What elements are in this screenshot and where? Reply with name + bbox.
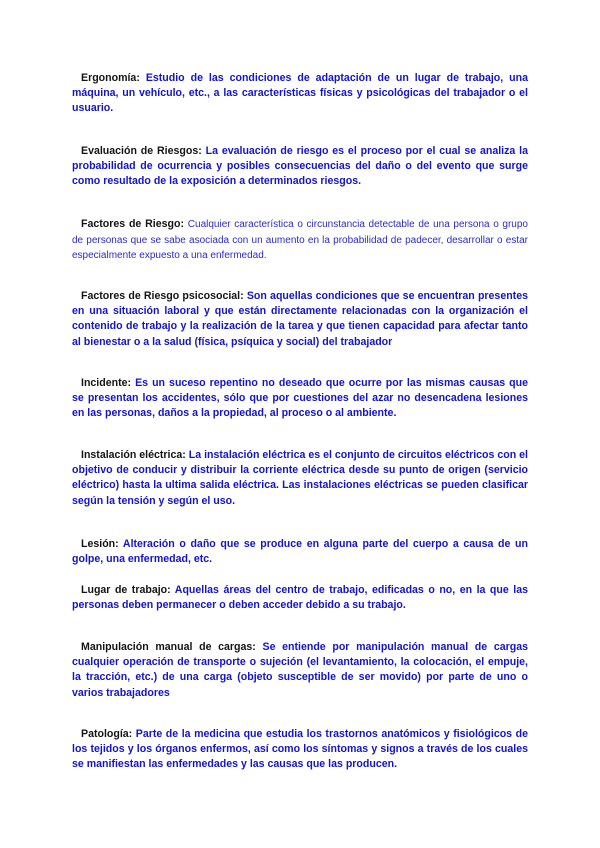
entry-term: Manipulación manual de cargas:	[81, 641, 256, 653]
entry-definition: Cualquier característica o circunstancia detectable de una persona o grupo de personas que se sabe asociada con un aumento en la probabilidad de padecer, desarrollar o estar especialmente expuesto a una enfermedad.	[72, 219, 528, 262]
glossary-entry-factores-de-riesgo-psicosocial	[72, 289, 528, 350]
glossary-entry-lugar-de-trabajo	[72, 583, 528, 613]
entry-term: Factores de Riesgo psicosocial:	[81, 290, 244, 302]
entry-definition: Alteración o daño que se produce en alguna parte del cuerpo a causa de un golpe, una enfermedad, etc.	[72, 538, 528, 566]
glossary-entry-ergonomia	[72, 71, 528, 117]
entry-term: Patología:	[81, 728, 133, 740]
entry-term: Ergonomía:	[81, 72, 140, 84]
entry-term: Factores de Riesgo:	[81, 218, 184, 230]
entry-definition: La instalación eléctrica es el conjunto de circuitos eléctricos con el objetivo de conducir y distribuir la corriente eléctrica desde su punto de origen (servicio eléctrico) hasta la ultima salida eléctrica. Las instalaciones eléctricas se pueden clasificar según la tensión y según el uso.	[72, 449, 528, 507]
glossary-entry-incidente	[72, 376, 528, 422]
glossary-entry-factores-de-riesgo	[72, 217, 528, 264]
entry-definition: La evaluación de riesgo es el proceso por el cual se analiza la probabilidad de ocurrencia y posibles consecuencias del daño o del evento que surge como resultado de la exposición a determinados riesgos.	[72, 145, 528, 188]
entry-definition: Se entiende por manipulación manual de cargas cualquier operación de transporte o sujeción (el levantamiento, la colocación, el empuje, la tracción, etc.) de una carga (objeto susceptible de ser movido) por parte de uno o varios trabajadores	[72, 641, 528, 699]
entry-definition: Parte de la medicina que estudia los trastornos anatómicos y fisiológicos de los tejidos y los órganos enfermos, así como los síntomas y signos a través de los cuales se manifiestan las enfermedades y las causas que las producen.	[72, 728, 528, 771]
entry-term: Incidente:	[81, 377, 132, 389]
glossary-entry-lesion	[72, 537, 528, 567]
glossary-entry-manipulacion-manual-de-cargas	[72, 640, 528, 701]
entry-definition: Estudio de las condiciones de adaptación de un lugar de trabajo, una máquina, un vehículo, etc., a las características físicas y psicológicas del trabajador o el usuario.	[72, 72, 528, 115]
glossary-entry-patologia	[72, 727, 528, 773]
entry-definition: Son aquellas condiciones que se encuentran presentes en una situación laboral y que están directamente relacionadas con la organización el contenido de trabajo y la realización de la tarea y que tienen capacidad para afectar tanto al bienestar o a la salud (física, psíquica y social) del trabajador	[72, 290, 528, 348]
entry-term: Instalación eléctrica:	[81, 449, 186, 461]
entry-term: Evaluación de Riesgos:	[81, 145, 202, 157]
glossary-entry-instalacion-electrica	[72, 448, 528, 509]
entry-term: Lesión:	[81, 538, 119, 550]
entry-definition: Es un suceso repentino no deseado que ocurre por las mismas causas que se presentan los accidentes, sólo que por cuestiones del azar no desencadena lesiones en las personas, daños a la propiedad, al proceso o al ambiente.	[72, 377, 528, 420]
glossary-entry-evaluacion-de-riesgos	[72, 144, 528, 190]
entry-term: Lugar de trabajo:	[81, 584, 171, 596]
entry-definition: Aquellas áreas del centro de trabajo, edificadas o no, en la que las personas deben permanecer o deben acceder debido a su trabajo.	[72, 584, 528, 612]
